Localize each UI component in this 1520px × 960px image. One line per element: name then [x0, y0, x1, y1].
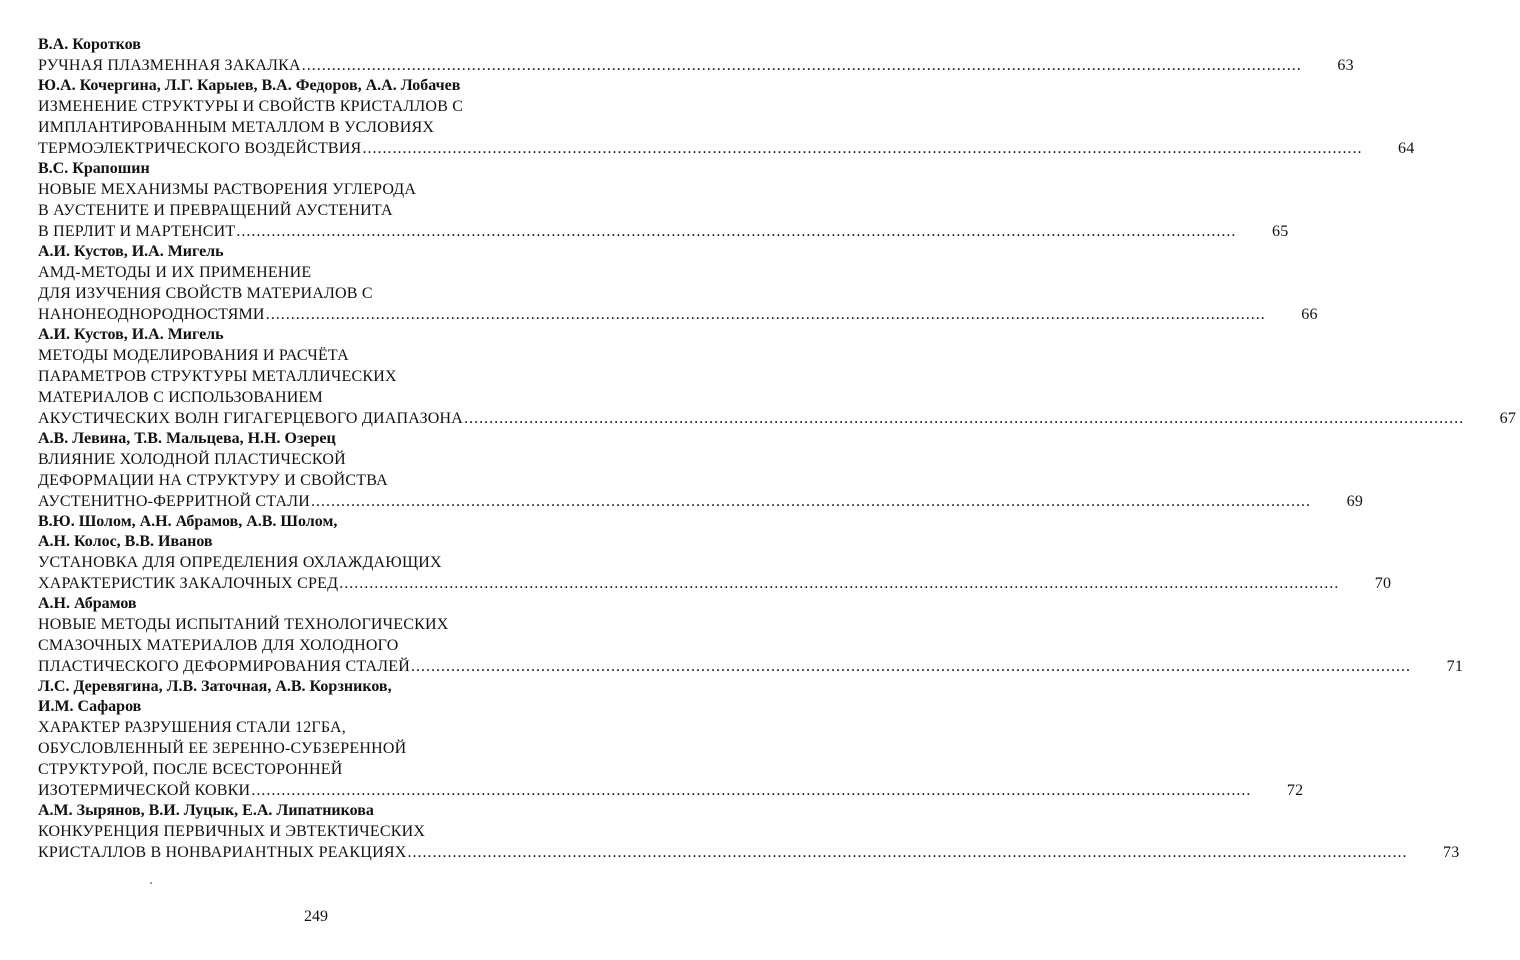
entry-title-line: НАНОНЕОДНОРОДНОСТЯМИ	[38, 306, 265, 323]
toc-entry	[38, 76, 1415, 159]
dot-leader: ........................................................................................................................................................................................................	[251, 782, 1252, 799]
entry-last-line	[38, 55, 1354, 76]
toc-entry	[38, 677, 1304, 801]
entry-last-line	[38, 408, 1517, 429]
entry-title-line: ДЛЯ ИЗУЧЕНИЯ СВОЙСТВ МАТЕРИАЛОВ С	[38, 285, 373, 302]
dot-leader: ........................................................................................................................................................................................................	[411, 658, 1412, 675]
toc-entry	[38, 801, 1460, 863]
dot-leader: ........................................................................................................................................................................................................	[301, 57, 1302, 74]
entry-title-line: НОВЫЕ МЕТОДЫ ИСПЫТАНИЙ ТЕХНОЛОГИЧЕСКИХ	[38, 616, 449, 633]
entry-authors: А.И. Кустов, И.А. Мигель	[38, 243, 224, 260]
dot-leader: ........................................................................................................................................................................................................	[362, 140, 1363, 157]
entry-last-line	[38, 780, 1304, 801]
entry-title-line: НОВЫЕ МЕХАНИЗМЫ РАСТВОРЕНИЯ УГЛЕРОДА	[38, 181, 417, 198]
entry-page-number: 66	[1301, 306, 1318, 323]
dot-leader: ........................................................................................................................................................................................................	[407, 844, 1408, 861]
toc-entry	[38, 512, 1392, 594]
entry-authors: А.В. Левина, Т.В. Мальцева, Н.Н. Озерец	[38, 430, 336, 447]
entry-title-line: ХАРАКТЕРИСТИК ЗАКАЛОЧНЫХ СРЕД	[38, 575, 339, 592]
entry-title-line: МЕТОДЫ МОДЕЛИРОВАНИЯ И РАСЧЁТА	[38, 347, 349, 364]
toc-entry	[38, 429, 1364, 512]
entry-authors: В.С. Крапошин	[38, 160, 150, 177]
entry-title-line: ПАРАМЕТРОВ СТРУКТУРЫ МЕТАЛЛИЧЕСКИХ	[38, 368, 397, 385]
dot-leader: ........................................................................................................................................................................................................	[265, 306, 1266, 323]
entry-last-line	[38, 491, 1364, 512]
entry-title-line: ХАРАКТЕР РАЗРУШЕНИЯ СТАЛИ 12ГБА,	[38, 719, 346, 736]
dot-leader: ........................................................................................................................................................................................................	[311, 493, 1312, 510]
entry-page-number: 70	[1374, 575, 1392, 592]
entry-authors: В.Ю. Шолом, А.Н. Абрамов, А.В. Шолом,	[38, 513, 338, 530]
entry-title-line: ИМПЛАНТИРОВАННЫМ МЕТАЛЛОМ В УСЛОВИЯХ	[38, 119, 435, 136]
entry-authors: А.И. Кустов, И.А. Мигель	[38, 326, 224, 343]
page-number: 249	[304, 908, 328, 925]
entry-last-line	[38, 304, 1318, 325]
entry-authors: А.М. Зырянов, В.И. Луцык, Е.А. Липатникова	[38, 802, 374, 819]
entry-title-line: ИЗОТЕРМИЧЕСКОЙ КОВКИ	[38, 782, 251, 799]
entry-title-line: АМД-МЕТОДЫ И ИХ ПРИМЕНЕНИЕ	[38, 264, 312, 281]
entry-title-line: ПЛАСТИЧЕСКОГО ДЕФОРМИРОВАНИЯ СТАЛЕЙ	[38, 658, 411, 675]
table-of-contents	[38, 35, 1517, 863]
entry-title-line: ВЛИЯНИЕ ХОЛОДНОЙ ПЛАСТИЧЕСКОЙ	[38, 451, 346, 468]
entry-title-line: ОБУСЛОВЛЕННЫЙ ЕЕ ЗЕРЕННО-СУБЗЕРЕННОЙ	[38, 740, 407, 757]
entry-last-line	[38, 221, 1289, 242]
toc-entry	[38, 325, 1517, 429]
entry-authors: А.Н. Абрамов	[38, 595, 137, 612]
entry-title-line: АКУСТИЧЕСКИХ ВОЛН ГИГАГЕРЦЕВОГО ДИАПАЗОНА	[38, 410, 464, 427]
dot-leader: ........................................................................................................................................................................................................	[464, 410, 1465, 427]
entry-title-line: МАТЕРИАЛОВ С ИСПОЛЬЗОВАНИЕМ	[38, 389, 323, 406]
entry-page-number: 73	[1443, 844, 1460, 861]
entry-title-line: АУСТЕНИТНО-ФЕРРИТНОЙ СТАЛИ	[38, 493, 311, 510]
entry-last-line	[38, 573, 1392, 594]
entry-title-line: СМАЗОЧНЫХ МАТЕРИАЛОВ ДЛЯ ХОЛОДНОГО	[38, 637, 399, 654]
entry-page-number: 67	[1499, 410, 1517, 427]
entry-last-line	[38, 842, 1460, 863]
entry-page-number: 63	[1337, 57, 1354, 74]
entry-page-number: 72	[1286, 782, 1304, 799]
entry-title-line: КОНКУРЕНЦИЯ ПЕРВИЧНЫХ И ЭВТЕКТИЧЕСКИХ	[38, 823, 426, 840]
entry-title-line: ТЕРМОЭЛЕКТРИЧЕСКОГО ВОЗДЕЙСТВИЯ	[38, 140, 362, 157]
entry-last-line	[38, 138, 1415, 159]
dot-leader: ........................................................................................................................................................................................................	[339, 575, 1340, 592]
entry-title-line: КРИСТАЛЛОВ В НОНВАРИАНТНЫХ РЕАКЦИЯХ	[38, 844, 407, 861]
entry-authors: А.Н. Колос, В.В. Иванов	[38, 533, 213, 550]
entry-page-number: 65	[1272, 223, 1289, 240]
entry-last-line	[38, 656, 1464, 677]
entry-page-number: 64	[1398, 140, 1415, 157]
toc-entry	[38, 35, 1354, 76]
toc-entry	[38, 242, 1318, 325]
entry-title-line: ИЗМЕНЕНИЕ СТРУКТУРЫ И СВОЙСТВ КРИСТАЛЛОВ С	[38, 98, 464, 115]
entry-title-line: В ПЕРЛИТ И МАРТЕНСИТ	[38, 223, 236, 240]
entry-authors: Ю.А. Кочергина, Л.Г. Карыев, В.А. Федоров, А.А. Лобачев	[38, 77, 461, 94]
entry-authors: И.М. Сафаров	[38, 698, 142, 715]
entry-title-line: РУЧНАЯ ПЛАЗМЕННАЯ ЗАКАЛКА	[38, 57, 301, 74]
dot-leader: ........................................................................................................................................................................................................	[236, 223, 1237, 240]
toc-entry	[38, 159, 1289, 242]
entry-page-number: 69	[1346, 493, 1364, 510]
scan-speck	[150, 882, 152, 884]
entry-page-number: 71	[1446, 658, 1464, 675]
toc-entry	[38, 594, 1464, 677]
entry-authors: В.А. Коротков	[38, 36, 141, 53]
entry-title-line: ДЕФОРМАЦИИ НА СТРУКТУРУ И СВОЙСТВА	[38, 472, 388, 489]
entry-title-line: СТРУКТУРОЙ, ПОСЛЕ ВСЕСТОРОННЕЙ	[38, 761, 343, 778]
entry-authors: Л.С. Деревягина, Л.В. Заточная, А.В. Корзников,	[38, 678, 392, 695]
entry-title-line: УСТАНОВКА ДЛЯ ОПРЕДЕЛЕНИЯ ОХЛАЖДАЮЩИХ	[38, 554, 442, 571]
entry-title-line: В АУСТЕНИТЕ И ПРЕВРАЩЕНИЙ АУСТЕНИТА	[38, 202, 393, 219]
